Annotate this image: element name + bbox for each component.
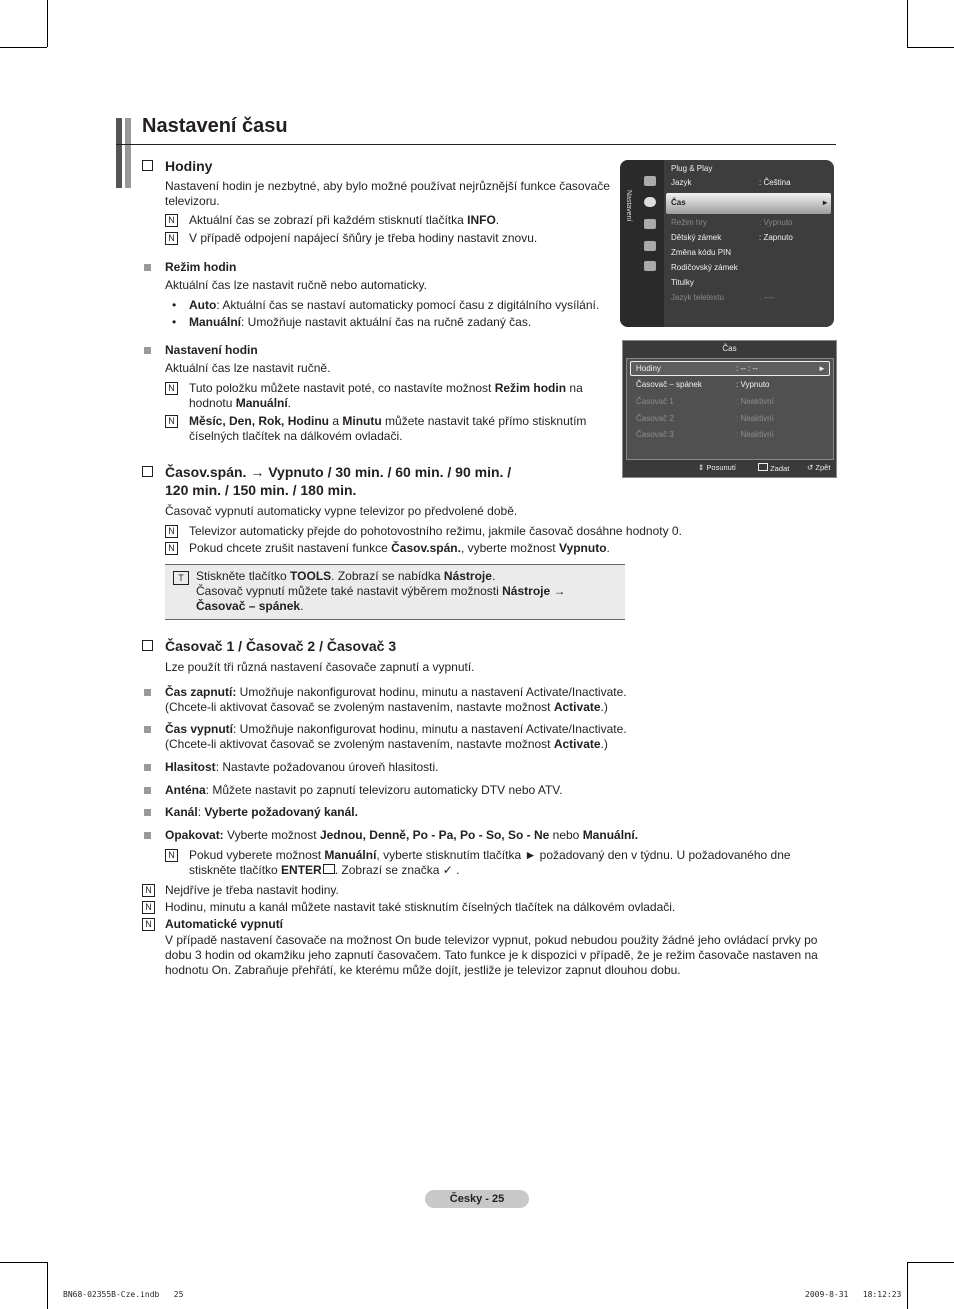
menu-item: Časovač 2 : Neaktivní: [636, 414, 774, 423]
note-icon: N: [165, 232, 178, 245]
list-item: Auto: Aktuální čas se nastaví automaticky pomocí času z digitálního vysílání.: [189, 298, 600, 312]
square-bullet-icon: [144, 264, 151, 271]
menu-item-selected[interactable]: Čas ▸: [671, 198, 828, 207]
note-icon: N: [165, 214, 178, 227]
checkbox-bullet-icon: [142, 160, 153, 171]
subsection-desc: Aktuální čas lze nastavit ručně.: [165, 361, 331, 375]
title-accent: [116, 118, 122, 188]
note-icon: N: [165, 849, 178, 862]
page-title: Nastavení času: [142, 115, 288, 137]
footer-move: ⇕ Posunutí: [698, 463, 736, 472]
section-heading-casov-span-cont: 120 min. / 150 min. / 180 min.: [165, 482, 357, 498]
note-icon: N: [165, 382, 178, 395]
title-rule: [116, 144, 836, 145]
tools-tip-box: [165, 564, 625, 620]
menu-item: Časovač 1 : Neaktivní: [636, 397, 774, 406]
note-icon: N: [142, 901, 155, 914]
menu-item[interactable]: Titulky: [671, 278, 694, 287]
tip-line: Stiskněte tlačítko TOOLS. Zobrazí se nabídka Nástroje.: [196, 569, 496, 583]
list-item: Manuální: Umožňuje nastavit aktuální čas na ručně zadaný čas.: [189, 315, 532, 329]
crop-mark: [907, 47, 954, 48]
square-bullet-icon: [144, 726, 151, 733]
crop-mark: [0, 47, 47, 48]
casovac-desc: Lze použít tři různá nastavení časovače zapnutí a vypnutí.: [165, 660, 475, 674]
auto-off-desc: V případě nastavení časovače na možnost On bude televizor vypnut, pokud nebudou použity žádné jeho ovládací prvky po dobu 3 hodin od okamžiku jeho zapnutí časovačem. Tato funkce je k dispozici v případě, že je režim časovače nastaven na hodnotu On. Zabraňuje přehřátí, ke kterému může dojít, jestliže je televizor zapnut dlouhou dobu.: [165, 933, 818, 977]
crop-mark: [907, 1262, 908, 1309]
menu-item-selected[interactable]: Hodiny : -- : -- ►: [636, 364, 826, 373]
print-footer-date: 2009-8-31 18:12:23: [805, 1290, 902, 1299]
square-bullet-icon: [144, 832, 151, 839]
section-heading-casovac: Časovač 1 / Časovač 2 / Časovač 3: [142, 637, 162, 655]
menu-side-label: Nastavení: [625, 190, 632, 222]
note-icon: N: [165, 542, 178, 555]
menu-item[interactable]: Časovač – spánek : Vypnuto: [636, 380, 770, 389]
checkmark-icon: ✓: [442, 863, 453, 877]
crop-mark: [47, 0, 48, 47]
list-item-cas-vypnuti: Čas vypnutí: Umožňuje nakonfigurovat hodinu, minutu a nastavení Activate/Inactivate. (Chcete-li aktivovat časovač se zvoleným nastavením, nastavte možnost Activate.): [165, 722, 627, 751]
crop-mark: [0, 1262, 47, 1263]
tv-menu-nastaveni: [620, 160, 834, 327]
section-heading-casov-span: Časov.spán. → Vypnuto / 30 min. / 60 min. / 90 min. /: [142, 463, 162, 481]
arrow-right-icon: ►: [818, 364, 826, 373]
list-item-hlasitost: Hlasitost: Nastavte požadovanou úroveň hlasitosti.: [165, 760, 439, 774]
menu-item: Časovač 3 : Neaktivní: [636, 430, 774, 439]
menu-sidebar: [620, 160, 664, 327]
square-bullet-icon: [144, 787, 151, 794]
menu-item[interactable]: Rodičovský zámek: [671, 263, 738, 272]
footer-enter: Zadat: [758, 463, 789, 474]
section-heading-hodiny: Hodiny: [142, 157, 162, 175]
subsection-title: Nastavení hodin: [165, 343, 258, 357]
crop-mark: [907, 1262, 954, 1263]
note-icon: N: [142, 918, 155, 931]
enter-icon: [323, 864, 335, 874]
menu-header: Čas: [722, 344, 737, 353]
square-bullet-icon: [144, 764, 151, 771]
casov-span-desc: Časovač vypnutí automaticky vypne televizor po předvolené době.: [165, 504, 518, 518]
tip-line: Časovač – spánek.: [196, 599, 304, 613]
subsection-desc: Aktuální čas lze nastavit ručně nebo automaticky.: [165, 278, 427, 292]
menu-item[interactable]: Jazyk : Čeština: [671, 178, 791, 187]
list-item-opakovat: Opakovat: Vyberte možnost Jednou, Denně, Po - Pa, Po - So, So - Ne nebo Manuální.: [165, 828, 639, 842]
arrow-right-icon: ▸: [823, 198, 828, 207]
page-number-badge: Česky - 25: [425, 1190, 529, 1208]
note-icon: N: [165, 415, 178, 428]
checkbox-bullet-icon: [142, 466, 153, 477]
dot-bullet-icon: •: [172, 298, 177, 312]
menu-panel: [626, 358, 834, 460]
application-icon: [644, 241, 656, 251]
tv-menu-cas: [622, 340, 837, 478]
list-item-cas-zapnuti: Čas zapnutí: Umožňuje nakonfigurovat hodinu, minutu a nastavení Activate/Inactivate. (Chcete-li aktivovat časovač se zvoleným nastavením, nastavte možnost Activate.): [165, 685, 627, 714]
gear-icon: [644, 197, 656, 207]
subsection-title: Režim hodin: [165, 260, 237, 274]
picture-icon: [644, 176, 656, 186]
tip-line: Časovač vypnutí můžete také nastavit výběrem možnosti Nástroje →: [196, 584, 566, 598]
menu-item[interactable]: Plug & Play: [671, 164, 713, 173]
enter-icon: [758, 463, 768, 471]
checkbox-bullet-icon: [142, 640, 153, 651]
note-icon: N: [165, 525, 178, 538]
square-bullet-icon: [144, 689, 151, 696]
input-icon: [644, 219, 656, 229]
menu-item: Režim hry : Vypnuto: [671, 218, 793, 227]
support-icon: [644, 261, 656, 271]
note-icon: N: [142, 884, 155, 897]
list-item-kanal: Kanál: Vyberte požadovaný kanál.: [165, 805, 358, 819]
print-footer-file: BN68-02355B-Cze.indb 25: [63, 1290, 184, 1299]
footer-back: ↺ Zpět: [807, 463, 831, 472]
tools-icon: T: [173, 571, 189, 585]
title-accent: [125, 118, 131, 188]
square-bullet-icon: [144, 809, 151, 816]
move-arrows-icon: ⇕: [698, 463, 705, 472]
dot-bullet-icon: •: [172, 315, 177, 329]
list-item-antena: Anténa: Můžete nastavit po zapnutí televizoru automaticky DTV nebo ATV.: [165, 783, 563, 797]
menu-item: Jazyk teletextu : ----: [671, 293, 775, 302]
menu-item[interactable]: Změna kódu PIN: [671, 248, 732, 257]
return-icon: ↺: [807, 463, 814, 472]
crop-mark: [907, 0, 908, 47]
menu-item[interactable]: Dětský zámek : Zapnuto: [671, 233, 793, 242]
square-bullet-icon: [144, 347, 151, 354]
hodiny-intro: Nastavení hodin je nezbytné, aby bylo možné používat nejrůznější funkce časovače televizoru.: [165, 179, 610, 208]
crop-mark: [47, 1262, 48, 1309]
